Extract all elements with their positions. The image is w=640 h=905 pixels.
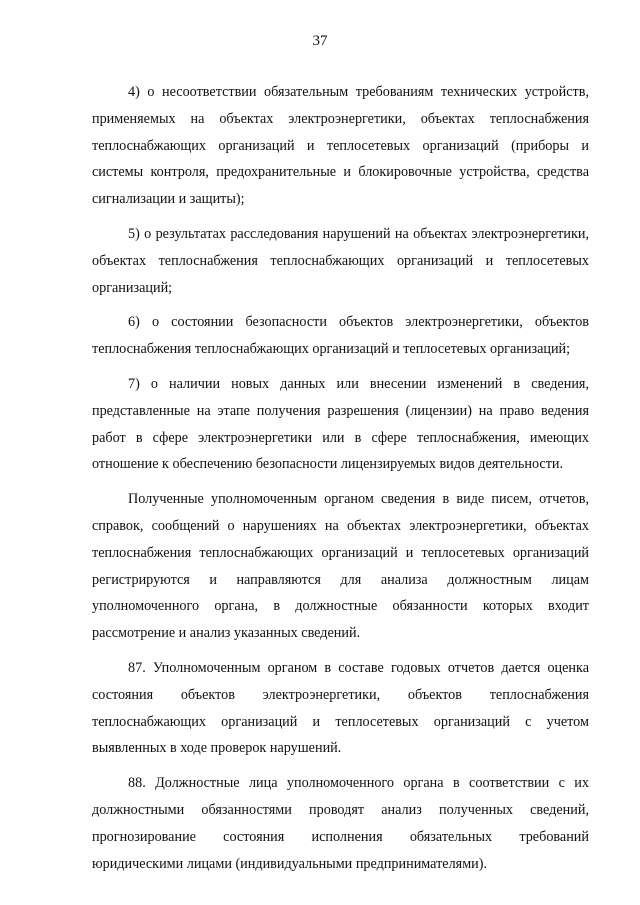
document-body <box>92 79 589 877</box>
paragraph-clause-87: 87. Уполномоченным органом в составе годовых отчетов дается оценка состояния объектов электроэнергетики, объектов теплоснабжения теплоснабжающих организаций и теплосетевых организаций с учетом выявленных в ходе проверок нарушений. <box>92 659 589 757</box>
page-number: 37 <box>312 33 328 49</box>
paragraph-clause-88: 88. Должностные лица уполномоченного органа в соответствии с их должностными обязанностями проводят анализ полученных сведений, прогнозирование состояния исполнения обязательных требований юридическими лицами (индивидуальными предпринимателями). <box>92 775 589 872</box>
paragraph-item-4: 4) о несоответствии обязательным требованиям технических устройств, применяемых на объектах электроэнергетики, объектах теплоснабжения теплоснабжающих организаций и теплосетевых организаций (приборы и системы контроля, предохранительные и блокировочные устройства, средства сигнализации и защиты); <box>92 84 589 208</box>
paragraph-received-info: Полученные уполномоченным органом сведения в виде писем, отчетов, справок, сообщений о нарушениях на объектах электроэнергетики, объектах теплоснабжения теплоснабжающих организаций и теплосетевых организаций регистрируются и направляются для анализа должностным лицам уполномоченного органа, в должностные обязанности которых входит рассмотрение и анализ указанных сведений. <box>92 491 589 642</box>
paragraph-item-6: 6) о состоянии безопасности объектов электроэнергетики, объектов теплоснабжения теплоснабжающих организаций и теплосетевых организаций; <box>92 314 589 358</box>
paragraph-item-5: 5) о результатах расследования нарушений на объектах электроэнергетики, объектах теплоснабжения теплоснабжающих организаций и теплосетевых организаций; <box>92 225 589 296</box>
paragraph-item-7: 7) о наличии новых данных или внесении изменений в сведения, представленные на этапе получения разрешения (лицензии) на право ведения работ в сфере электроэнергетики или в сфере теплоснабжения, имеющих отношение к обеспечению безопасности лицензируемых видов деятельности. <box>92 375 589 473</box>
